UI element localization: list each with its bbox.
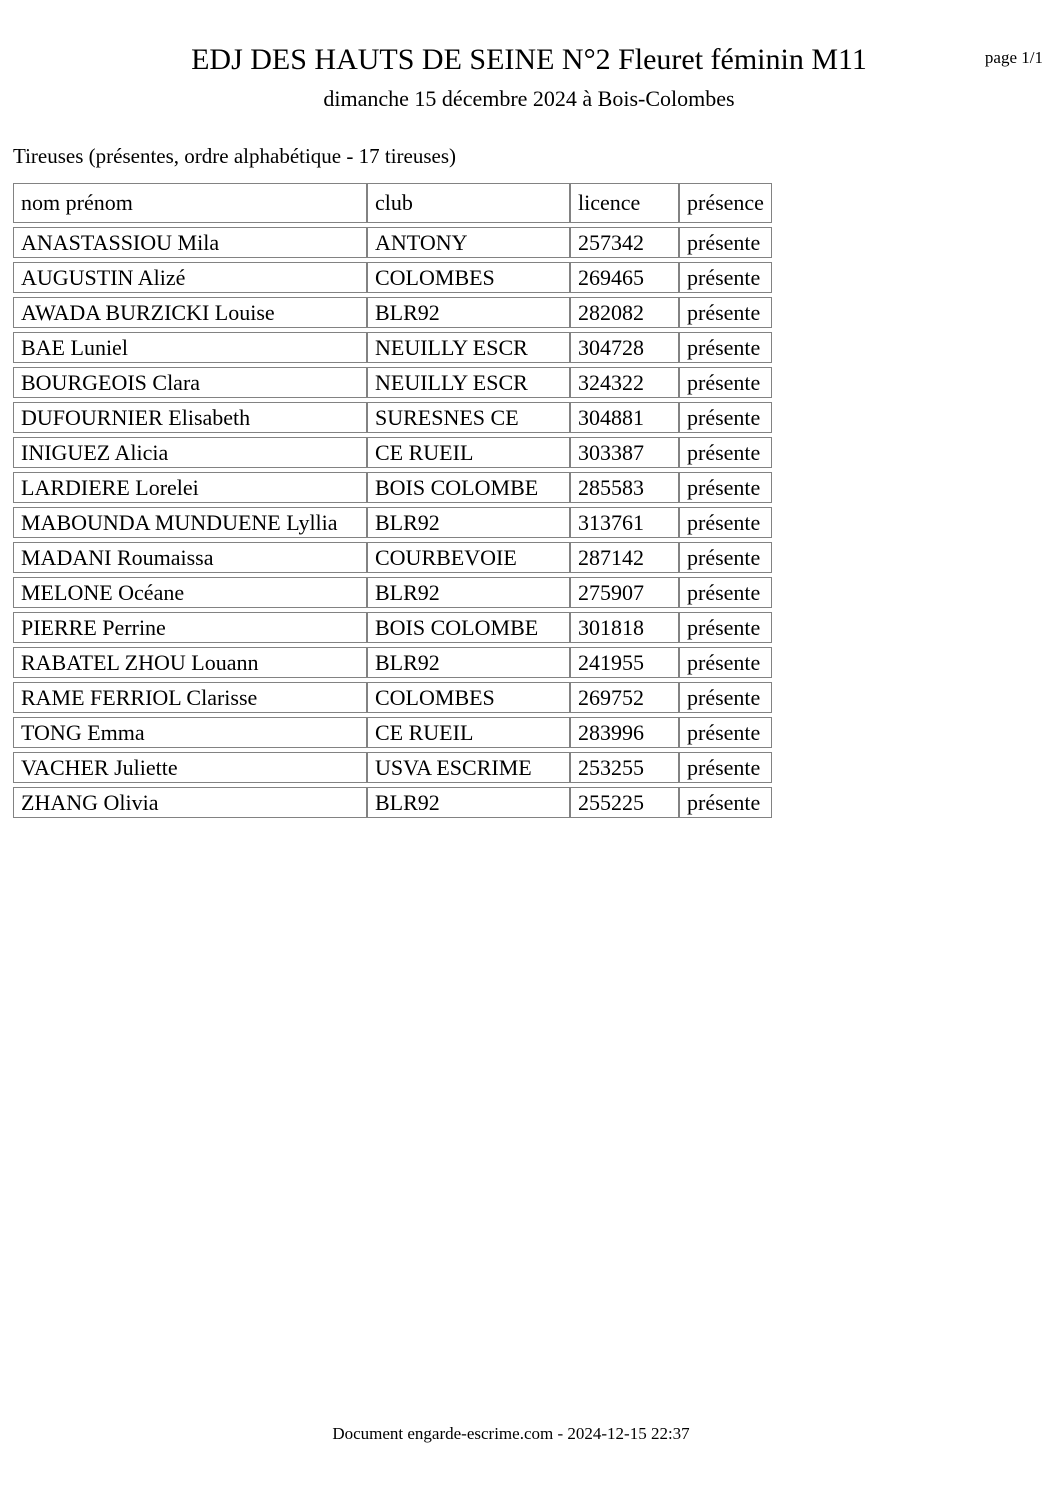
cell-presence: présente bbox=[679, 227, 772, 258]
column-header: licence bbox=[570, 183, 679, 223]
cell-club: BLR92 bbox=[367, 647, 570, 678]
cell-name: PIERRE Perrine bbox=[13, 612, 367, 643]
cell-club: BLR92 bbox=[367, 297, 570, 328]
table-row bbox=[13, 332, 772, 363]
cell-club: CE RUEIL bbox=[367, 717, 570, 748]
cell-club: ANTONY bbox=[367, 227, 570, 258]
cell-name: RABATEL ZHOU Louann bbox=[13, 647, 367, 678]
cell-presence: présente bbox=[679, 647, 772, 678]
table-row bbox=[13, 402, 772, 433]
column-header: nom prénom bbox=[13, 183, 367, 223]
table-row bbox=[13, 717, 772, 748]
cell-presence: présente bbox=[679, 752, 772, 783]
cell-club: CE RUEIL bbox=[367, 437, 570, 468]
cell-licence: 269752 bbox=[570, 682, 679, 713]
cell-name: MADANI Roumaissa bbox=[13, 542, 367, 573]
cell-licence: 257342 bbox=[570, 227, 679, 258]
cell-presence: présente bbox=[679, 577, 772, 608]
cell-presence: présente bbox=[679, 542, 772, 573]
cell-presence: présente bbox=[679, 682, 772, 713]
cell-club: BLR92 bbox=[367, 577, 570, 608]
cell-name: MELONE Océane bbox=[13, 577, 367, 608]
footer-note: Document engarde-escrime.com - 2024-12-15 22:37 bbox=[332, 1424, 690, 1443]
cell-licence: 241955 bbox=[570, 647, 679, 678]
cell-licence: 303387 bbox=[570, 437, 679, 468]
cell-club: BOIS COLOMBE bbox=[367, 612, 570, 643]
table-header-row bbox=[13, 183, 772, 223]
cell-club: USVA ESCRIME bbox=[367, 752, 570, 783]
cell-presence: présente bbox=[679, 437, 772, 468]
table-row bbox=[13, 472, 772, 503]
page-subtitle: dimanche 15 décembre 2024 à Bois-Colombes bbox=[323, 86, 735, 111]
table-row bbox=[13, 647, 772, 678]
cell-name: BOURGEOIS Clara bbox=[13, 367, 367, 398]
cell-presence: présente bbox=[679, 612, 772, 643]
attendance-table bbox=[13, 179, 772, 822]
page-number: page 1/1 bbox=[984, 48, 1043, 67]
cell-name: AWADA BURZICKI Louise bbox=[13, 297, 367, 328]
cell-licence: 283996 bbox=[570, 717, 679, 748]
table-row bbox=[13, 577, 772, 608]
table-row bbox=[13, 367, 772, 398]
cell-name: ZHANG Olivia bbox=[13, 787, 367, 818]
cell-presence: présente bbox=[679, 367, 772, 398]
cell-name: RAME FERRIOL Clarisse bbox=[13, 682, 367, 713]
column-header: club bbox=[367, 183, 570, 223]
cell-club: COLOMBES bbox=[367, 262, 570, 293]
table-row bbox=[13, 437, 772, 468]
table-row bbox=[13, 297, 772, 328]
attendance-table-body bbox=[13, 227, 772, 818]
column-header: présence bbox=[679, 183, 772, 223]
cell-name: AUGUSTIN Alizé bbox=[13, 262, 367, 293]
table-row bbox=[13, 542, 772, 573]
cell-licence: 324322 bbox=[570, 367, 679, 398]
table-row bbox=[13, 787, 772, 818]
table-row bbox=[13, 227, 772, 258]
cell-licence: 304881 bbox=[570, 402, 679, 433]
cell-licence: 269465 bbox=[570, 262, 679, 293]
cell-licence: 253255 bbox=[570, 752, 679, 783]
cell-name: INIGUEZ Alicia bbox=[13, 437, 367, 468]
cell-licence: 275907 bbox=[570, 577, 679, 608]
cell-name: BAE Luniel bbox=[13, 332, 367, 363]
cell-presence: présente bbox=[679, 262, 772, 293]
table-row bbox=[13, 682, 772, 713]
cell-presence: présente bbox=[679, 297, 772, 328]
cell-name: LARDIERE Lorelei bbox=[13, 472, 367, 503]
cell-name: VACHER Juliette bbox=[13, 752, 367, 783]
cell-club: BOIS COLOMBE bbox=[367, 472, 570, 503]
cell-club: COLOMBES bbox=[367, 682, 570, 713]
table-row bbox=[13, 752, 772, 783]
cell-presence: présente bbox=[679, 332, 772, 363]
cell-presence: présente bbox=[679, 787, 772, 818]
cell-licence: 285583 bbox=[570, 472, 679, 503]
cell-presence: présente bbox=[679, 472, 772, 503]
cell-licence: 282082 bbox=[570, 297, 679, 328]
section-title: Tireuses (présentes, ordre alphabétique - 17 tireuses) bbox=[13, 144, 457, 168]
cell-club: BLR92 bbox=[367, 787, 570, 818]
table-row bbox=[13, 507, 772, 538]
cell-licence: 313761 bbox=[570, 507, 679, 538]
cell-presence: présente bbox=[679, 717, 772, 748]
cell-name: ANASTASSIOU Mila bbox=[13, 227, 367, 258]
page-title: EDJ DES HAUTS DE SEINE N°2 Fleuret féminin M11 bbox=[191, 43, 867, 76]
cell-name: DUFOURNIER Elisabeth bbox=[13, 402, 367, 433]
cell-club: COURBEVOIE bbox=[367, 542, 570, 573]
cell-licence: 287142 bbox=[570, 542, 679, 573]
cell-club: BLR92 bbox=[367, 507, 570, 538]
cell-name: MABOUNDA MUNDUENE Lyllia bbox=[13, 507, 367, 538]
cell-presence: présente bbox=[679, 402, 772, 433]
cell-licence: 304728 bbox=[570, 332, 679, 363]
cell-club: NEUILLY ESCR bbox=[367, 332, 570, 363]
cell-club: SURESNES CE bbox=[367, 402, 570, 433]
table-row bbox=[13, 612, 772, 643]
cell-name: TONG Emma bbox=[13, 717, 367, 748]
cell-licence: 255225 bbox=[570, 787, 679, 818]
table-row bbox=[13, 262, 772, 293]
cell-licence: 301818 bbox=[570, 612, 679, 643]
cell-club: NEUILLY ESCR bbox=[367, 367, 570, 398]
cell-presence: présente bbox=[679, 507, 772, 538]
